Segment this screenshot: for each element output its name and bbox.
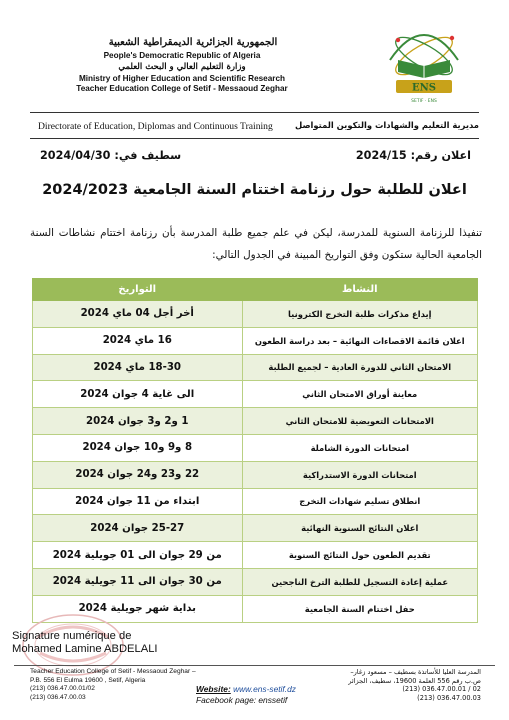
republic-arabic: الجمهورية الجزائرية الديمقراطية الشعبية (108, 37, 278, 48)
footer-divider (14, 665, 495, 666)
activity-cell: اعلان النتائج السنوية النهائية (242, 515, 477, 542)
footer-phone-ar-1: (213) 036.47.00.01 / 02 (402, 685, 481, 694)
digital-signature (12, 630, 158, 656)
column-header-activity: النشاط (242, 279, 477, 301)
activity-cell: امتحانات الدورة الاستدراكية (242, 461, 477, 488)
ens-logo (368, 16, 480, 116)
footer-phone-ar-2: (213) 036.47.00.03 (417, 693, 481, 702)
footer-postal-line: P.B. 556 El Eulma 19600 , Setif, Algeria (30, 676, 146, 684)
republic-english: People's Democratic Republic of Algeria (103, 51, 261, 60)
activity-cell: الامتحان الثاني للدورة العادية – لجميع الطلبة (242, 354, 477, 381)
signature-line-1: Signature numérique de (12, 630, 132, 642)
document-title: اعلان للطلبة حول رزنامة اختتام السنة الجامعية 2024/2023 (42, 182, 467, 198)
table-row (33, 434, 478, 461)
date-cell: 22 و23 و24 جوان 2024 (33, 461, 243, 488)
table-row (33, 515, 478, 542)
activity-cell: تقديم الطعون حول النتائج السنوية (242, 542, 477, 569)
table-row (33, 568, 478, 595)
date-cell: 1 و2 و3 جوان 2024 (33, 408, 243, 435)
date-cell: 8 و9 و10 جوان 2024 (33, 434, 243, 461)
table-row (33, 381, 478, 408)
table-header-row (33, 279, 478, 301)
schedule-table (32, 278, 478, 623)
date-cell: أخر أجل 04 ماي 2024 (33, 301, 243, 328)
date-cell: الى غاية 4 جوان 2024 (33, 381, 243, 408)
activity-cell: اعلان قائمة الاقصاءات النهائية – بعد دراسة الطعون (242, 327, 477, 354)
announcement-date: سطيف في: 2024/04/30 (40, 149, 182, 162)
table-row (33, 408, 478, 435)
activity-cell: إيداع مذكرات طلبة التخرج الكترونيا (242, 301, 477, 328)
footer-postal-line-ar: ص.ب رقم 556 العلمة 19600، سطيف، الجزائر (348, 676, 481, 685)
date-cell: من 29 جوان الى 01 جويلية 2024 (33, 542, 243, 569)
table-row (33, 542, 478, 569)
activity-cell: الامتحانات التعويضية للامتحان الثاني (242, 408, 477, 435)
date-cell: 25-27 جوان 2024 (33, 515, 243, 542)
footer-address-english (30, 668, 205, 702)
footer-phone-1: (213) 036.47.00.01/02 (30, 685, 95, 693)
footer-phone-2: (213) 036.47.00.03 (30, 693, 86, 701)
activity-cell: عملية إعادة التسجيل للطلبة الترخ الناجحين (242, 568, 477, 595)
header-divider-bottom (30, 138, 479, 139)
announcement-number: اعلان رقم: 2024/15 (355, 149, 471, 162)
facebook-page: Facebook page: enssetif (196, 695, 288, 705)
table-row (33, 488, 478, 515)
activity-cell: انطلاق تسليم شهادات التخرج (242, 488, 477, 515)
table-row (33, 301, 478, 328)
table-row (33, 461, 478, 488)
header-divider-top (30, 112, 479, 113)
ministry-arabic: وزارة التعليم العالي و البحث العلمي (118, 62, 246, 72)
logo-subtext: SETIF · ENS (411, 99, 437, 104)
footer-address-arabic (321, 668, 481, 702)
college-english: Teacher Education College of Setif - Messaoud Zeghar (76, 84, 288, 93)
logo-text: ENS (412, 82, 436, 94)
date-cell: 16 ماي 2024 (33, 327, 243, 354)
intro-paragraph: تنفيذا للرزنامة السنوية للمدرسة، ليكن في علم جميع طلبة المدرسة بأن رزنامة اختتام نشاطات السنة الجامعية الحالية ستكون وفق التواريخ المبينة في الجدول التالي: (30, 227, 482, 261)
signature-line-2: Mohamed Lamine ABDELALI (12, 643, 158, 655)
date-cell: 18-30 ماي 2024 (33, 354, 243, 381)
date-cell: ابتداء من 11 جوان 2024 (33, 488, 243, 515)
column-header-dates: التواريخ (33, 279, 243, 301)
directorate-arabic: مديرية التعليم والشهادات والتكوين المتواصل (294, 120, 479, 130)
footer-web (196, 684, 324, 706)
website-link[interactable]: www.ens-setif.dz (233, 684, 296, 694)
date-cell: بداية شهر جويلية 2024 (33, 595, 243, 622)
table-row (33, 327, 478, 354)
website-label: Website: (196, 684, 231, 694)
footer-college-line-ar: المدرسة العليا للأساتذة بسطيف – مسعود زغار– (350, 668, 481, 676)
date-cell: من 30 جوان الى 11 جويلية 2024 (33, 568, 243, 595)
table-row (33, 354, 478, 381)
activity-cell: امتحانات الدورة الشاملة (242, 434, 477, 461)
activity-cell: معاينة أوراق الامتحان الثاني (242, 381, 477, 408)
footer-college-line: Teacher Education College of Setif - Messaoud Zeghar – (30, 668, 196, 675)
activity-cell: حفل اختتام السنة الجامعية (242, 595, 477, 622)
directorate-english: Directorate of Education, Diplomas and Continuous Training (38, 121, 273, 132)
ministry-english: Ministry of Higher Education and Scientific Research (78, 74, 286, 83)
